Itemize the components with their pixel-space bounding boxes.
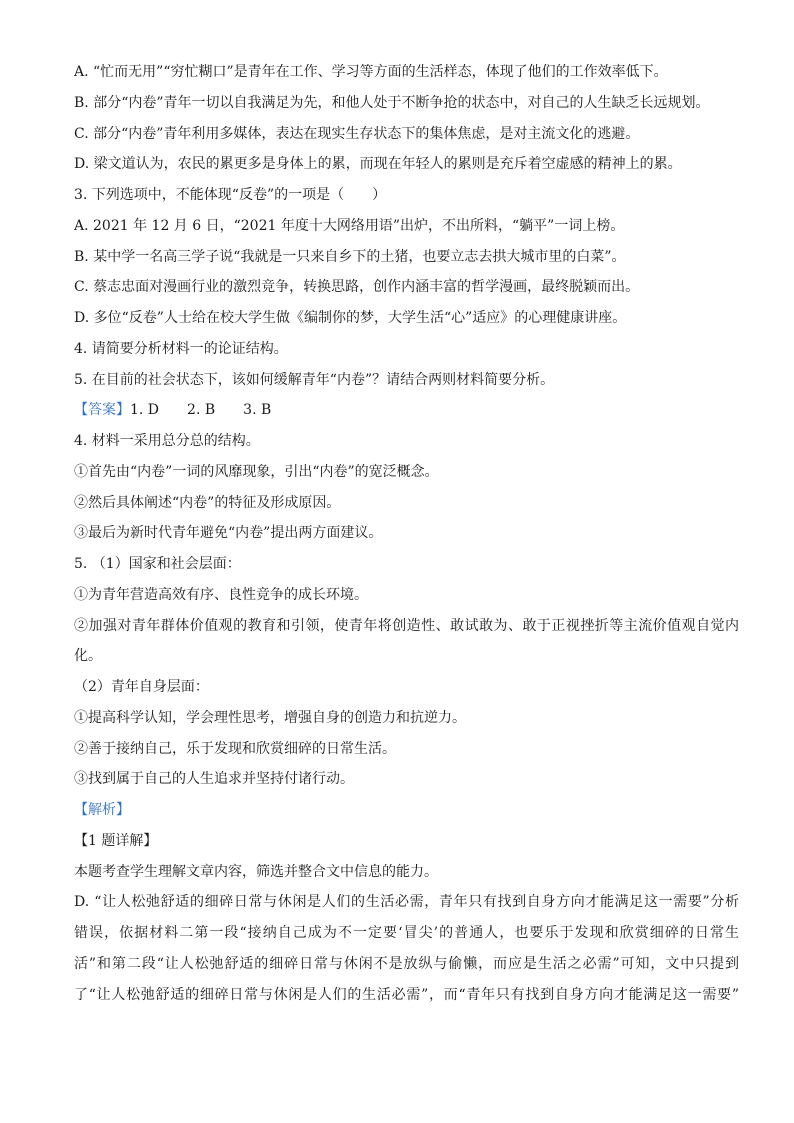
answer-text-line: ②善于接纳自己，乐于发现和欣赏细碎的日常生活。 — [74, 740, 396, 757]
question-line: 4. 请简要分析材料一的论证结构。 — [74, 340, 288, 357]
answer-text-line: ②然后具体阐述“内卷”的特征及形成原因。 — [74, 494, 341, 511]
answer-tag: 【答案】 — [74, 402, 130, 419]
answer-line — [74, 400, 739, 420]
answer-text-line: ①为青年营造高效有序、良性竞争的成长环境。 — [74, 586, 368, 603]
analysis-line: 本题考查学生理解文章内容，筛选并整合文中信息的能力。 — [74, 863, 438, 880]
answer-2: 2. B — [187, 402, 216, 419]
answer-text-line: ①首先由“内卷”一词的风靡现象，引出“内卷”的宽泛概念。 — [74, 463, 439, 480]
analysis-line: 错误，依据材料二第一段“接纳自己成为不一定要‘冒尖’的普通人，也要乐于发现和欣赏细碎的日常生 — [74, 925, 739, 941]
answer-1: 1. D — [130, 402, 160, 419]
document-body — [74, 62, 739, 1015]
option-line: B. 部分“内卷”青年一切以自我满足为先，和他人处于不断争抢的状态中，对自己的人生缺乏长远规划。 — [74, 94, 710, 111]
answer-text-line: （2）青年自身层面： — [74, 679, 209, 695]
option-line: C. 部分“内卷”青年利用多媒体，表达在现实生存状态下的集体焦虑，是对主流文化的逃避。 — [74, 125, 640, 142]
option-line: D. 多位“反卷”人士给在校大学生做《编制你的梦，大学生活“心”适应》的心理健康讲座。 — [74, 310, 627, 326]
answer-text-line: ①提高科学认知，学会理性思考，增强自身的创造力和抗逆力。 — [74, 709, 466, 726]
answer-text-line: 5. （1）国家和社会层面： — [74, 556, 241, 572]
analysis-tag: 【解析】 — [74, 802, 130, 818]
answer-text-line: ②加强对青年群体价值观的教育和引领，使青年将创造性、敢试敢为、敢于正视挫折等主流价值观自觉内 — [74, 617, 739, 634]
option-line: D. 梁文道认为，农民的累更多是身体上的累，而现在年轻人的累则是充斥着空虚感的精神上的累。 — [74, 156, 682, 173]
answer-text-line: ③最后为新时代青年避免“内卷”提出两方面建议。 — [74, 525, 383, 542]
option-line: A. “忙而无用”“穷忙糊口”是青年在工作、学习等方面的生活样态，体现了他们的工作效率低下。 — [74, 64, 668, 80]
option-line: A. 2021 年 12 月 6 日，“2021 年度十大网络用语”出炉，不出所料，“躺平”一词上榜。 — [74, 217, 625, 234]
answer-text-line: ③找到属于自己的人生追求并坚持付诸行动。 — [74, 771, 354, 788]
answer-3: 3. B — [243, 402, 272, 419]
analysis-line: D. “让人松弛舒适的细碎日常与休闲是人们的生活必需，青年只有找到自身方向才能满足这一需要”分析 — [74, 894, 739, 911]
analysis-line: 活”和第二段“让人松弛舒适的细碎日常与休闲不是放纵与偷懒，而应是生活之必需”可知，文中只提到 — [74, 955, 739, 972]
question-line: 3. 下列选项中，不能体现“反卷”的一项是（ ） — [74, 187, 387, 203]
answer-text-line: 4. 材料一采用总分总的结构。 — [74, 433, 260, 449]
answer-text-line: 化。 — [74, 648, 102, 665]
option-line: C. 蔡志忠面对漫画行业的激烈竞争，转换思路，创作内涵丰富的哲学漫画，最终脱颖而出。 — [74, 279, 640, 296]
analysis-line: 了“让人松弛舒适的细碎日常与休闲是人们的生活必需”，而“青年只有找到自身方向才能满足这一需要” — [74, 986, 739, 1003]
question-line: 5. 在目前的社会状态下，该如何缓解青年“内卷”？请结合两则材料简要分析。 — [74, 371, 555, 388]
option-line: B. 某中学一名高三学子说“我就是一只来自乡下的土猪，也要立志去拱大城市里的白菜”。 — [74, 248, 626, 265]
analysis-heading: 【1 题详解】 — [74, 832, 158, 849]
